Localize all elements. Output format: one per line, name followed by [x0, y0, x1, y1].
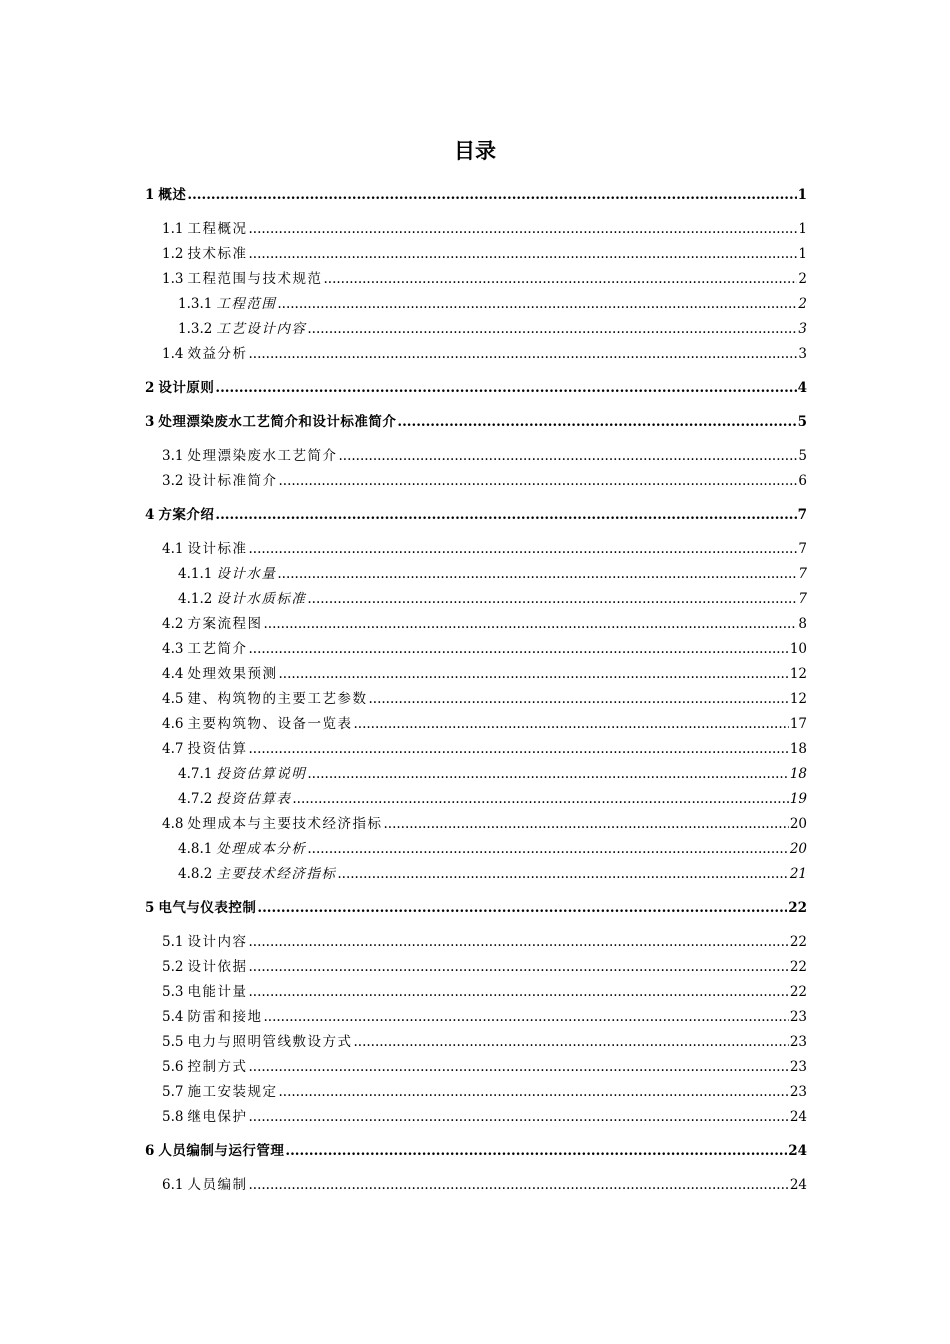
toc-entry-label: 电力与照明管线敷设方式 — [187, 1034, 353, 1050]
toc-entry-label: 设计水量 — [216, 566, 277, 582]
toc-entry-number: 4.1.1 — [178, 566, 213, 582]
toc-entry-page-number: 12 — [789, 691, 807, 707]
toc-entry-page-number: 3 — [798, 321, 807, 337]
toc-entry-label: 防雷和接地 — [187, 1009, 263, 1025]
toc-entry-page-number: 18 — [789, 741, 807, 757]
dot-leader — [248, 980, 788, 1005]
toc-entry-number: 4.8 — [162, 816, 184, 832]
toc-entry-page-number: 8 — [798, 616, 807, 632]
dot-leader — [257, 896, 787, 921]
toc-entry-page-number: 20 — [789, 841, 807, 857]
toc-entry-level-1[interactable] — [145, 503, 807, 528]
toc-entry-page-number: 3 — [798, 346, 807, 362]
dot-leader — [368, 687, 788, 712]
toc-entry-label: 概述 — [158, 187, 187, 203]
toc-entry-label: 处理成本与主要技术经济指标 — [187, 816, 383, 832]
toc-entry-page-number: 23 — [789, 1059, 807, 1075]
toc-entry-level-3[interactable] — [178, 787, 807, 812]
toc-entry-level-2[interactable] — [162, 637, 807, 662]
toc-entry-page-number: 22 — [789, 984, 807, 1000]
toc-entry-number: 5.6 — [162, 1059, 184, 1075]
dot-leader — [248, 242, 797, 267]
toc-entry-page-number: 12 — [789, 666, 807, 682]
toc-entry-level-2[interactable] — [162, 712, 807, 737]
toc-entry-level-3[interactable] — [178, 317, 807, 342]
toc-entry-page-number: 24 — [789, 1177, 807, 1193]
toc-entry-level-2[interactable] — [162, 444, 807, 469]
toc-entry-page-number: 18 — [789, 766, 807, 782]
toc-entry-page-number: 6 — [798, 473, 807, 489]
dot-leader — [248, 737, 788, 762]
toc-entry-page-number: 22 — [788, 900, 807, 916]
toc-entry-level-3[interactable] — [178, 562, 807, 587]
toc-entry-number: 4.6 — [162, 716, 184, 732]
toc-entry-label: 人员编制与运行管理 — [158, 1143, 285, 1159]
toc-entry-level-1[interactable] — [145, 1139, 807, 1164]
toc-entry-label: 投资估算 — [187, 741, 248, 757]
toc-entry-page-number: 24 — [789, 1109, 807, 1125]
toc-entry-level-1[interactable] — [145, 410, 807, 435]
toc-entry-level-2[interactable] — [162, 342, 807, 367]
toc-entry-number: 4 — [145, 507, 155, 523]
toc-entry-page-number: 10 — [789, 641, 807, 657]
toc-entry-level-2[interactable] — [162, 242, 807, 267]
toc-entry-number: 4.2 — [162, 616, 184, 632]
toc-entry-page-number: 22 — [789, 959, 807, 975]
toc-entry-label: 主要技术经济指标 — [216, 866, 337, 882]
dot-leader — [248, 342, 797, 367]
toc-entry-number: 2 — [145, 380, 155, 396]
toc-entry-page-number: 22 — [789, 934, 807, 950]
toc-entry-level-3[interactable] — [178, 587, 807, 612]
toc-entry-level-2[interactable] — [162, 217, 807, 242]
toc-entry-number: 3.1 — [162, 448, 184, 464]
toc-entry-label: 设计标准 — [187, 541, 248, 557]
dot-leader — [248, 930, 788, 955]
table-of-contents — [0, 183, 950, 1198]
toc-entry-page-number: 2 — [798, 296, 807, 312]
toc-entry-number: 5.2 — [162, 959, 184, 975]
dot-leader — [307, 762, 788, 787]
toc-entry-number: 5.7 — [162, 1084, 184, 1100]
toc-entry-level-3[interactable] — [178, 292, 807, 317]
toc-entry-label: 设计水质标准 — [216, 591, 307, 607]
toc-entry-page-number: 7 — [797, 507, 807, 523]
toc-entry-label: 方案流程图 — [187, 616, 263, 632]
toc-entry-number: 4.5 — [162, 691, 184, 707]
toc-entry-page-number: 19 — [789, 791, 807, 807]
dot-leader — [263, 612, 797, 637]
toc-entry-number: 6 — [145, 1143, 155, 1159]
toc-entry-page-number: 23 — [789, 1034, 807, 1050]
toc-entry-page-number: 21 — [789, 866, 807, 882]
toc-entry-label: 控制方式 — [187, 1059, 248, 1075]
toc-entry-page-number: 2 — [798, 271, 807, 287]
dot-leader — [248, 1105, 788, 1130]
toc-entry-label: 技术标准 — [187, 246, 248, 262]
dot-leader — [285, 1139, 787, 1164]
toc-entry-level-1[interactable] — [145, 183, 807, 208]
toc-entry-page-number: 24 — [788, 1143, 807, 1159]
toc-entry-number: 4.4 — [162, 666, 184, 682]
dot-leader — [248, 637, 788, 662]
toc-entry-number: 3 — [145, 414, 155, 430]
toc-entry-level-2[interactable] — [162, 537, 807, 562]
toc-entry-label: 工程概况 — [187, 221, 248, 237]
dot-leader — [337, 862, 788, 887]
toc-entry-number: 4.7.2 — [178, 791, 213, 807]
toc-entry-level-2[interactable] — [162, 687, 807, 712]
toc-entry-label: 投资估算说明 — [216, 766, 307, 782]
toc-entry-level-2[interactable] — [162, 737, 807, 762]
toc-entry-page-number: 7 — [798, 591, 807, 607]
toc-entry-label: 工艺简介 — [187, 641, 248, 657]
toc-entry-number: 5.4 — [162, 1009, 184, 1025]
toc-entry-label: 工程范围 — [216, 296, 277, 312]
toc-entry-level-2[interactable] — [162, 955, 807, 980]
toc-entry-level-2[interactable] — [162, 1105, 807, 1130]
toc-entry-page-number: 4 — [797, 380, 807, 396]
toc-entry-number: 5.1 — [162, 934, 184, 950]
toc-entry-level-3[interactable] — [178, 862, 807, 887]
toc-entry-number: 4.1.2 — [178, 591, 213, 607]
toc-entry-label: 设计内容 — [187, 934, 248, 950]
toc-entry-label: 效益分析 — [187, 346, 248, 362]
dot-leader — [307, 587, 797, 612]
toc-entry-label: 建、构筑物的主要工艺参数 — [187, 691, 368, 707]
toc-entry-level-2[interactable] — [162, 930, 807, 955]
toc-entry-level-3[interactable] — [178, 762, 807, 787]
toc-entry-label: 人员编制 — [187, 1177, 248, 1193]
toc-entry-number: 6.1 — [162, 1177, 184, 1193]
toc-entry-page-number: 7 — [798, 566, 807, 582]
toc-entry-label: 工程范围与技术规范 — [187, 271, 323, 287]
toc-entry-page-number: 17 — [789, 716, 807, 732]
dot-leader — [338, 444, 797, 469]
toc-entry-number: 5.5 — [162, 1034, 184, 1050]
toc-entry-level-2[interactable] — [162, 1080, 807, 1105]
dot-leader — [353, 1030, 788, 1055]
toc-entry-level-2[interactable] — [162, 662, 807, 687]
dot-leader — [277, 562, 797, 587]
toc-entry-page-number: 1 — [798, 246, 807, 262]
toc-entry-level-1[interactable] — [145, 376, 807, 401]
dot-leader — [248, 955, 788, 980]
toc-entry-page-number: 5 — [798, 448, 807, 464]
dot-leader — [248, 1173, 788, 1198]
toc-entry-label: 电能计量 — [187, 984, 248, 1000]
toc-entry-level-2[interactable] — [162, 267, 807, 292]
toc-entry-number: 5 — [145, 900, 155, 916]
dot-leader — [278, 1080, 788, 1105]
dot-leader — [248, 537, 797, 562]
toc-entry-level-2[interactable] — [162, 1173, 807, 1198]
toc-entry-label: 施工安装规定 — [187, 1084, 278, 1100]
toc-entry-number: 4.1 — [162, 541, 184, 557]
toc-entry-page-number: 23 — [789, 1009, 807, 1025]
toc-entry-label: 电气与仪表控制 — [158, 900, 257, 916]
toc-entry-number: 4.7 — [162, 741, 184, 757]
dot-leader — [187, 183, 796, 208]
toc-entry-page-number: 23 — [789, 1084, 807, 1100]
page-title: 目录 — [454, 139, 496, 163]
toc-entry-label: 投资估算表 — [216, 791, 292, 807]
dot-leader — [292, 787, 788, 812]
toc-entry-page-number: 20 — [789, 816, 807, 832]
toc-entry-number: 4.8.1 — [178, 841, 213, 857]
toc-entry-page-number: 1 — [798, 221, 807, 237]
toc-entry-number: 1.3 — [162, 271, 184, 287]
toc-entry-label: 工艺设计内容 — [216, 321, 307, 337]
dot-leader — [263, 1005, 788, 1030]
toc-entry-page-number: 7 — [798, 541, 807, 557]
toc-entry-label: 处理成本分析 — [216, 841, 307, 857]
toc-entry-page-number: 5 — [797, 414, 807, 430]
dot-leader — [307, 837, 788, 862]
toc-entry-number: 3.2 — [162, 473, 184, 489]
toc-entry-number: 1.2 — [162, 246, 184, 262]
toc-entry-level-2[interactable] — [162, 612, 807, 637]
toc-entry-label: 继电保护 — [187, 1109, 248, 1125]
toc-entry-level-2[interactable] — [162, 812, 807, 837]
dot-leader — [353, 712, 788, 737]
toc-entry-number: 4.3 — [162, 641, 184, 657]
toc-entry-number: 1.1 — [162, 221, 184, 237]
toc-entry-number: 1 — [145, 187, 155, 203]
dot-leader — [215, 376, 796, 401]
dot-leader — [248, 217, 797, 242]
toc-entry-number: 5.3 — [162, 984, 184, 1000]
dot-leader — [307, 317, 797, 342]
toc-entry-level-2[interactable] — [162, 469, 807, 494]
toc-entry-number: 1.3.1 — [178, 296, 213, 312]
toc-entry-number: 5.8 — [162, 1109, 184, 1125]
dot-leader — [277, 292, 797, 317]
toc-entry-label: 处理效果预测 — [187, 666, 278, 682]
dot-leader — [397, 410, 796, 435]
toc-entry-level-2[interactable] — [162, 1005, 807, 1030]
toc-entry-label: 处理漂染废水工艺简介 — [187, 448, 338, 464]
toc-entry-label: 方案介绍 — [158, 507, 215, 523]
toc-entry-label: 设计依据 — [187, 959, 248, 975]
toc-entry-number: 4.8.2 — [178, 866, 213, 882]
toc-entry-label: 主要构筑物、设备一览表 — [187, 716, 353, 732]
toc-entry-label: 处理漂染废水工艺简介和设计标准简介 — [158, 414, 397, 430]
toc-entry-label: 设计原则 — [158, 380, 215, 396]
toc-entry-level-2[interactable] — [162, 1030, 807, 1055]
toc-entry-page-number: 1 — [797, 187, 807, 203]
dot-leader — [248, 1055, 788, 1080]
toc-entry-number: 4.7.1 — [178, 766, 213, 782]
toc-entry-level-1[interactable] — [145, 896, 807, 921]
toc-entry-level-2[interactable] — [162, 980, 807, 1005]
toc-entry-label: 设计标准简介 — [187, 473, 278, 489]
dot-leader — [278, 662, 788, 687]
toc-entry-level-3[interactable] — [178, 837, 807, 862]
dot-leader — [215, 503, 796, 528]
toc-entry-number: 1.3.2 — [178, 321, 213, 337]
toc-entry-number: 1.4 — [162, 346, 184, 362]
toc-entry-level-2[interactable] — [162, 1055, 807, 1080]
dot-leader — [383, 812, 788, 837]
dot-leader — [278, 469, 797, 494]
dot-leader — [323, 267, 797, 292]
